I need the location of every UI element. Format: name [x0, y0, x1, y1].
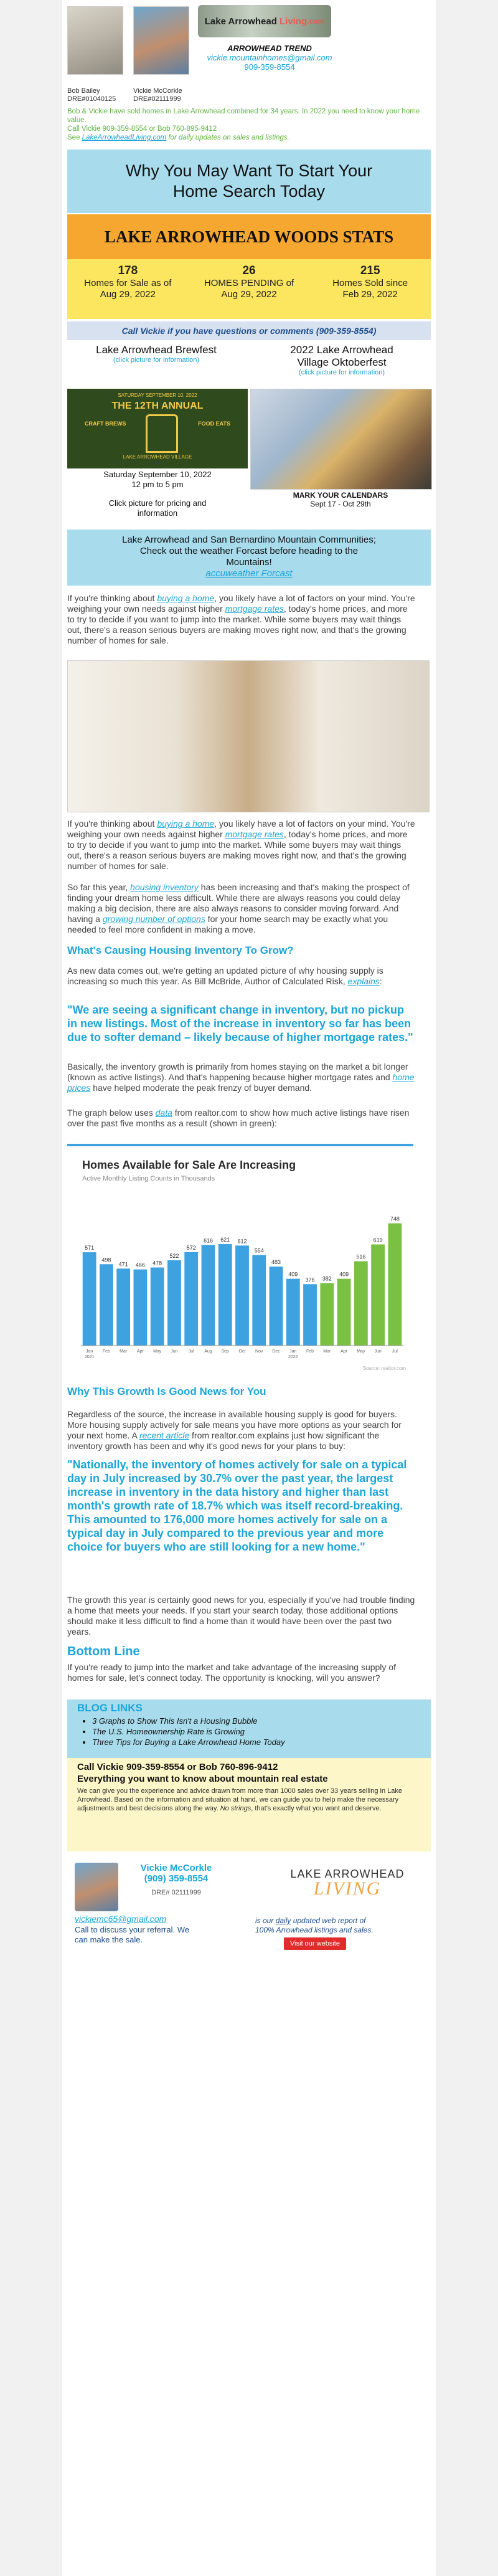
quote-realtor: "Nationally, the inventory of homes actively for sale on a typical day in July increased by 30.7% over the past year, the largest increase in inventory in the data history and higher than last month's growth rate of 18.7% which was itself record-breaking. This amounted to 176,000 more homes actively for sale on a typical day in July compared to the previous year and more choice for buyers who are still looking for a new home." [67, 1458, 407, 1553]
stats-cta-bar[interactable] [67, 321, 431, 340]
chart-tick-label: Jul [188, 1349, 194, 1354]
footer-vickie-photo [75, 1863, 118, 1911]
beer-mug-icon [146, 414, 178, 453]
chart-bar [235, 1245, 249, 1346]
chart-bar [134, 1270, 148, 1346]
agent1-name: Bob Bailey [67, 87, 100, 95]
brewfest-note: Click picture for pricing and information [108, 498, 207, 518]
footer-desc: is our daily updated web report of 100% Arrowhead listings and sales. [255, 1916, 374, 1934]
chart-value-label: 616 [203, 1237, 213, 1244]
heading-bottom-line: Bottom Line [67, 1645, 140, 1658]
stats-cta: Call Vickie if you have questions or comments (909-359-8554) [121, 326, 377, 336]
data-link[interactable]: data [155, 1108, 172, 1118]
chart-value-label: 621 [220, 1236, 230, 1243]
listing-count-bar-chart [67, 1190, 413, 1377]
oktoberfest-mark: MARK YOUR CALENDARS [293, 491, 388, 500]
chart-value-label: 466 [135, 1262, 145, 1268]
logo-com-text: .com [307, 17, 325, 26]
buying-a-home-link-2[interactable]: buying a home [157, 819, 215, 829]
chart-tick-label: May [153, 1349, 162, 1354]
agent2-dre: DRE#02111999 [133, 95, 181, 103]
chart-bar [252, 1255, 266, 1346]
chart-tick-label: Apr [341, 1349, 348, 1354]
chart-value-label: 748 [390, 1215, 400, 1222]
article-paragraph-6: The graph below uses data from realtor.com to show how much active listings have risen over the past five months as a result (shown in green): [67, 1108, 410, 1128]
vickie-mccorkle-photo [133, 6, 189, 75]
blog-links-title: BLOG LINKS [77, 1702, 143, 1714]
chart-value-label: 619 [373, 1237, 383, 1243]
intro-line1: Bob & Vickie have sold homes in Lake Arrowhead combined for 34 years. In 2022 you need to know your home value. [67, 108, 420, 124]
chart-tick-label: Jun [374, 1349, 382, 1354]
oktoberfest-title: 2022 Lake Arrowhead Village Oktoberfest [290, 344, 393, 368]
chart-tick-label: Nov [255, 1349, 263, 1354]
chart-year-label: 2022 [288, 1355, 298, 1359]
chart-bar [151, 1268, 164, 1346]
headline-text: Why You May Want To Start Your Home Search Today [125, 161, 373, 201]
chart-bar [354, 1262, 368, 1346]
article-paragraph-4: As new data comes out, we're getting an updated picture of why housing supply is increasing so much this year. As Bill McBride, Author of Calculated Risk, explains: [67, 966, 383, 986]
blog-link-3[interactable]: • Three Tips for Buying a Lake Arrowhead Home Today [92, 1737, 431, 1747]
footer-note: Call to discuss your referral. We can make the sale. [75, 1925, 189, 1944]
footer-dre: DRE# 02111999 [151, 1889, 201, 1896]
heading-inventory: What's Causing Housing Inventory To Grow? [67, 944, 294, 956]
brewfest-time: 12 pm to 5 pm [131, 480, 184, 489]
chart-bar [303, 1284, 317, 1346]
oktoberfest-dates: Sept 17 - Oct 29th [310, 500, 371, 508]
chart-bar [270, 1267, 283, 1346]
chart-tick-label: Dec [272, 1349, 280, 1354]
footer-phone[interactable]: (909) 359-8554 [144, 1873, 209, 1884]
brewfest-title: Lake Arrowhead Brewfest [96, 344, 217, 356]
buying-a-home-link[interactable]: buying a home [157, 593, 215, 603]
agent1-dre: DRE#01040125 [67, 95, 116, 103]
chart-year-label: 2021 [84, 1355, 95, 1359]
chart-value-label: 382 [322, 1275, 332, 1282]
header-phone[interactable]: 909-359-8554 [244, 62, 295, 72]
chart-tick-label: Jan [289, 1349, 297, 1354]
headline-banner [67, 150, 431, 213]
chart-tick-label: Oct [238, 1349, 246, 1354]
chart-source: Source: realtor.com [362, 1366, 406, 1371]
brewfest-sub[interactable]: (click picture for information) [113, 356, 200, 364]
intro-line2: Call Vickie 909-359-8554 or Bob 760-895-9412 [67, 125, 217, 133]
contact-body: We can give you the experience and advice drawn from more than 1000 sales over 33 years selling in Lake Arrowhead. Based on the information and situation at hand, we can guide you to help make the necessary adjustments and best decisions along the way. No strings, that's exactly what you want and deserve. [77, 1787, 402, 1812]
visit-website-button[interactable]: Visit our website [284, 1937, 346, 1950]
footer [67, 1859, 431, 1953]
chart-tick-label: Mar [323, 1349, 331, 1354]
stat-homes-pending: 26 HOMES PENDING of Aug 29, 2022 [204, 264, 294, 300]
stat-homes-sold: 215 Homes Sold since Feb 29, 2022 [332, 264, 408, 300]
chart-value-label: 612 [237, 1238, 247, 1245]
chart-bar [167, 1260, 181, 1346]
chart-bar [184, 1252, 198, 1346]
chart-value-label: 483 [271, 1259, 281, 1266]
chart-value-label: 516 [356, 1253, 366, 1260]
chart-bar [116, 1268, 130, 1346]
accuweather-link[interactable]: accuweather Forcast [205, 568, 293, 579]
article-paragraph-9: If you're ready to jump into the market and take advantage of the increasing supply of homes for sale, let's connect today. The opportunity is knocking, will you answer? [67, 1662, 396, 1683]
chart-bar [83, 1252, 96, 1346]
blog-link-2[interactable]: • The U.S. Homeownership Rate is Growing [92, 1726, 431, 1737]
article-paragraph-2: If you're thinking about buying a home, you likely have a lot of factors on your mind. You're weighing your own needs against higher mortgage rates, today's home prices, and more to try to decide if you want to jump into the market. While some buyers may wait things out, there's a reason serious buyers are making moves right now, and that's the growing number of homes for sale. [67, 819, 415, 871]
newsletter-title: ARROWHEAD TREND [227, 44, 312, 53]
intro-box [67, 107, 426, 142]
chart-bar [371, 1245, 385, 1346]
chart-bar [337, 1279, 351, 1346]
heading-good-news: Why This Growth Is Good News for You [67, 1385, 266, 1397]
chart-tick-label: Jan [85, 1349, 93, 1354]
bob-bailey-photo [67, 6, 123, 75]
housing-inventory-link[interactable]: housing inventory [130, 882, 199, 892]
chart-value-label: 478 [153, 1260, 162, 1267]
footer-email[interactable]: vickiemc65@gmail.com [75, 1914, 167, 1924]
recent-article-link[interactable]: recent article [139, 1430, 190, 1440]
chart-tick-label: May [357, 1349, 365, 1354]
chart-value-label: 572 [186, 1244, 196, 1251]
chart-tick-label: Jun [171, 1349, 178, 1354]
quote-mcbride: "We are seeing a significant change in inventory, but no pickup in new listings. Most of the increase in inventory so far has been due to softer demand – likely because of higher mortgage rates." [67, 1004, 413, 1043]
growing-options-link[interactable]: growing number of options [102, 914, 205, 924]
oktoberfest-photo[interactable] [250, 389, 432, 490]
chart-value-label: 522 [169, 1252, 179, 1259]
chart-tick-label: Aug [204, 1349, 212, 1354]
chart-value-label: 471 [118, 1261, 128, 1268]
stat-homes-for-sale: 178 Homes for Sale as of Aug 29, 2022 [84, 264, 172, 300]
chart-bar [388, 1224, 402, 1346]
chart-value-label: 554 [254, 1247, 264, 1254]
chart-bar [202, 1245, 215, 1346]
chart-tick-label: Apr [136, 1349, 144, 1354]
newsletter [62, 0, 436, 2576]
intro-line3: See LakeArrowheadLiving.com for daily updates on sales and listings. [67, 134, 289, 141]
blog-link-1[interactable]: • 3 Graphs to Show This Isn't a Housing Bubble [92, 1716, 431, 1726]
mortgage-rates-link-2[interactable]: mortgage rates [225, 829, 284, 839]
mortgage-rates-link[interactable]: mortgage rates [225, 604, 284, 614]
chart-value-label: 376 [305, 1276, 315, 1283]
weather-box [67, 530, 431, 586]
oktoberfest-sub[interactable]: (click picture for information) [298, 369, 385, 376]
article-paragraph-1: If you're thinking about buying a home, you likely have a lot of factors on your mind. You're weighing your own needs against higher mortgage rates, today's home prices, and more to try to decide if you want to jump into the market. While some buyers may wait things out, there's a reason serious buyers are making moves right now, and that's the growing number of homes for sale. [67, 593, 415, 645]
chart-container [67, 1144, 413, 1378]
chart-tick-label: Sep [221, 1349, 229, 1354]
article-paragraph-5: Basically, the inventory growth is primarily from homes staying on the market a bit longer (known as active listings). And that's happening because higher mortgage rates and home prices have helped moderate the peak frenzy of buyer demand. [67, 1062, 415, 1093]
stats-title-bar [67, 214, 431, 259]
footer-logo[interactable]: LAKE ARROWHEAD LIVING [290, 1868, 405, 1899]
chart-bar [286, 1279, 300, 1346]
blog-links-box [67, 1699, 431, 1758]
logo-living-text: Living [280, 16, 308, 27]
explains-link[interactable]: explains [347, 976, 380, 986]
chart-subtitle: Active Monthly Listing Counts in Thousands [82, 1175, 215, 1182]
chart-tick-label: Feb [102, 1349, 110, 1354]
lakearrowheadliving-link[interactable]: LakeArrowheadLiving.com [82, 134, 167, 141]
article-paragraph-3: So far this year, housing inventory has been increasing and that's making the prospect of finding your dream home less difficult. While there are always reasons you could delay making a big decision, there are also always reasons to consider moving forward. And having a growing number of options for your home search may be exactly what you needed to feel more confident in making a move. [67, 882, 410, 934]
header-email[interactable]: vickie.mountainhomes@gmail.com [207, 53, 332, 62]
brewfest-poster[interactable]: SATURDAY SEPTEMBER 10, 2022 THE 12TH ANNUAL CRAFT BREWS FOOD EATS LAKE ARROWHEAD VILLAGE [67, 389, 248, 468]
logo-lake-text: Lake Arrowhead [204, 16, 277, 27]
chart-value-label: 498 [101, 1257, 111, 1263]
stats-row [67, 259, 431, 319]
stats-title: LAKE ARROWHEAD WOODS STATS [104, 227, 394, 246]
brewfest-date: Saturday September 10, 2022 [103, 470, 212, 479]
chart-bar [218, 1244, 232, 1346]
article-paragraph-7: Regardless of the source, the increase in available housing supply is good for buyers. More housing supply actively for sale means you have more options as your search for your next home. A recent article from realtor.com explains just how significant the inventory growth has been and why it's good news for your plans to buy: [67, 1409, 402, 1451]
weather-text: Lake Arrowhead and San Bernardino Mountain Communities; Check out the weather Forcast before heading to the Mountains! [122, 535, 376, 568]
chart-tick-label: Jul [392, 1349, 398, 1354]
family-house-photo [67, 660, 430, 812]
chart-value-label: 409 [339, 1271, 349, 1278]
contact-line2: Everything you want to know about mountain real estate [77, 1774, 328, 1784]
chart-value-label: 571 [85, 1245, 95, 1252]
lake-arrowhead-living-logo[interactable] [198, 5, 331, 37]
agent2-name: Vickie McCorkle [133, 87, 182, 95]
home-prices-link[interactable]: home prices [67, 1072, 415, 1093]
chart-value-label: 409 [288, 1271, 298, 1278]
footer-name: Vickie McCorkle [140, 1863, 212, 1873]
chart-bar [320, 1283, 334, 1346]
article-paragraph-8: The growth this year is certainly good news for you, especially if you've had trouble finding a home that meets your needs. If you start your search today, those additional options should make it less difficult to find a home than it would have been over the past two years. [67, 1595, 415, 1637]
chart-bar [100, 1264, 113, 1346]
contact-line1: Call Vickie 909-359-8554 or Bob 760-896-9412 [77, 1762, 278, 1772]
contact-box [67, 1758, 431, 1851]
chart-tick-label: Feb [306, 1349, 314, 1354]
chart-title: Homes Available for Sale Are Increasing [82, 1159, 296, 1171]
daily-link[interactable]: daily [275, 1916, 291, 1925]
chart-tick-label: Mar [120, 1349, 128, 1354]
